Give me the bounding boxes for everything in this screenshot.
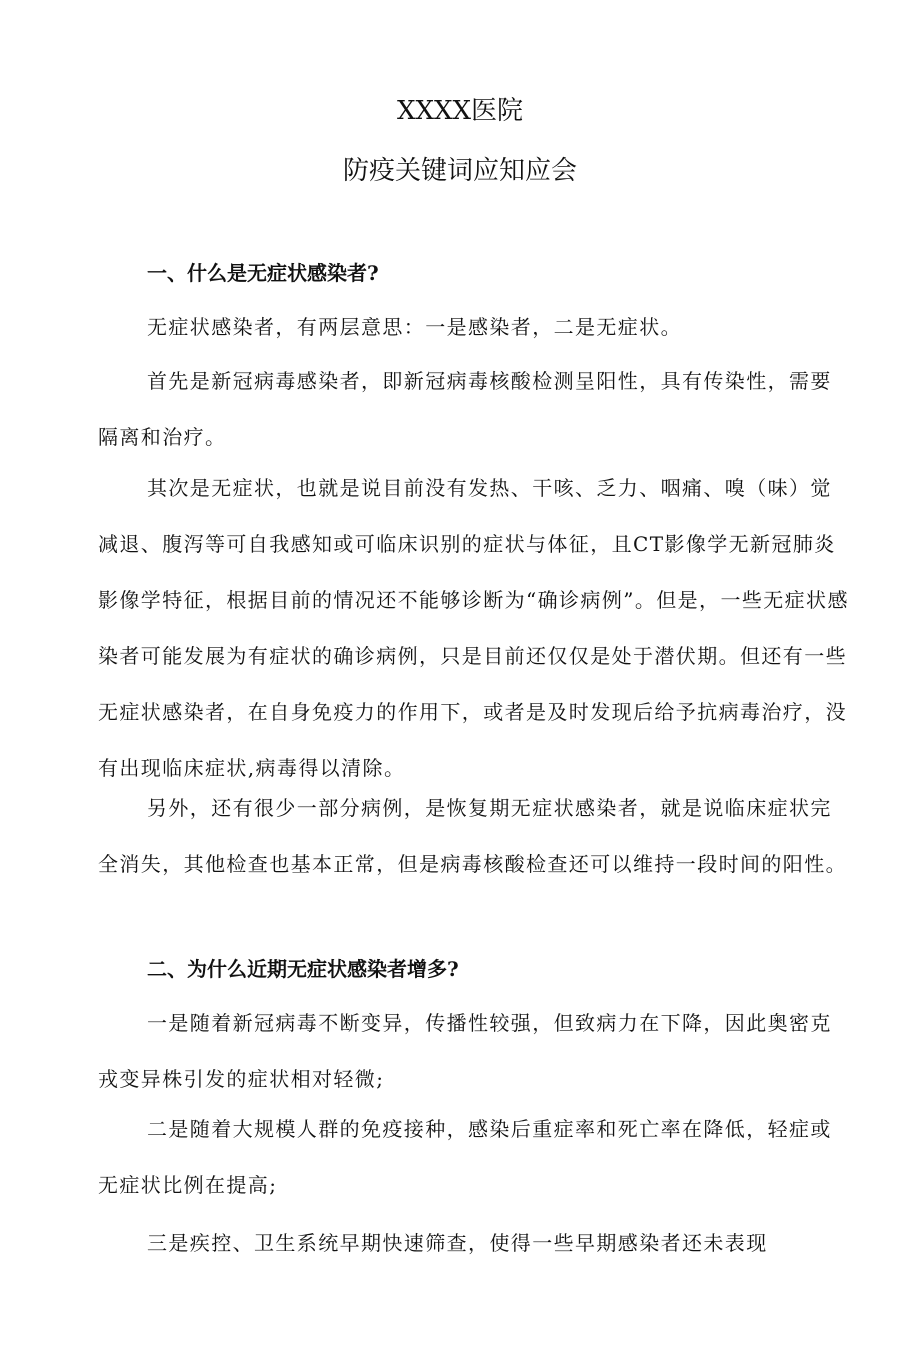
document-title: 防疫关键词应知应会 [342, 156, 577, 186]
paragraph: 二是随着大规模人群的免疫接种，感染后重症率和死亡率在降低，轻症或无症状比例在提高; [98, 1117, 832, 1197]
paragraph: 无症状感染者，有两层意思：一是感染者，二是无症状。 [147, 315, 682, 339]
paragraph: 另外，还有很少一部分病例，是恢复期无症状感染者，就是说临床症状完全消失，其他检查也基本正常，但是病毒核酸检查还可以维持一段时间的阳性。 [98, 796, 847, 876]
paragraph: 首先是新冠病毒感染者，即新冠病毒核酸检测呈阳性，具有传染性，需要隔离和治疗。 [98, 369, 832, 449]
paragraph: 其次是无症状，也就是说目前没有发热、干咳、乏力、咽痛、嗅（味）觉减退、腹泻等可自我感知或可临床识别的症状与体征，且CT影像学无新冠肺炎影像学特征，根据目前的情况还不能够诊断为“确诊病例”。但是，一些无症状感染者可能发展为有症状的确诊病例，只是目前还仅仅是处于潜伏期。但还有一些无症状感染者，在自身免疫力的作用下，或者是及时发现后给予抗病毒治疗，没有出现临床症状,病毒得以清除。 [98, 476, 849, 780]
hospital-name: XXXX医院 [396, 96, 524, 126]
section-heading-1: 一、什么是无症状感染者? [147, 261, 379, 285]
paragraph: 三是疾控、卫生系统早期快速筛查，使得一些早期感染者还未表现 [147, 1231, 768, 1255]
section-heading-2: 二、为什么近期无症状感染者增多? [147, 957, 459, 981]
paragraph: 一是随着新冠病毒不断变异，传播性较强，但致病力在下降，因此奥密克戎变异株引发的症状相对轻微; [98, 1011, 832, 1091]
